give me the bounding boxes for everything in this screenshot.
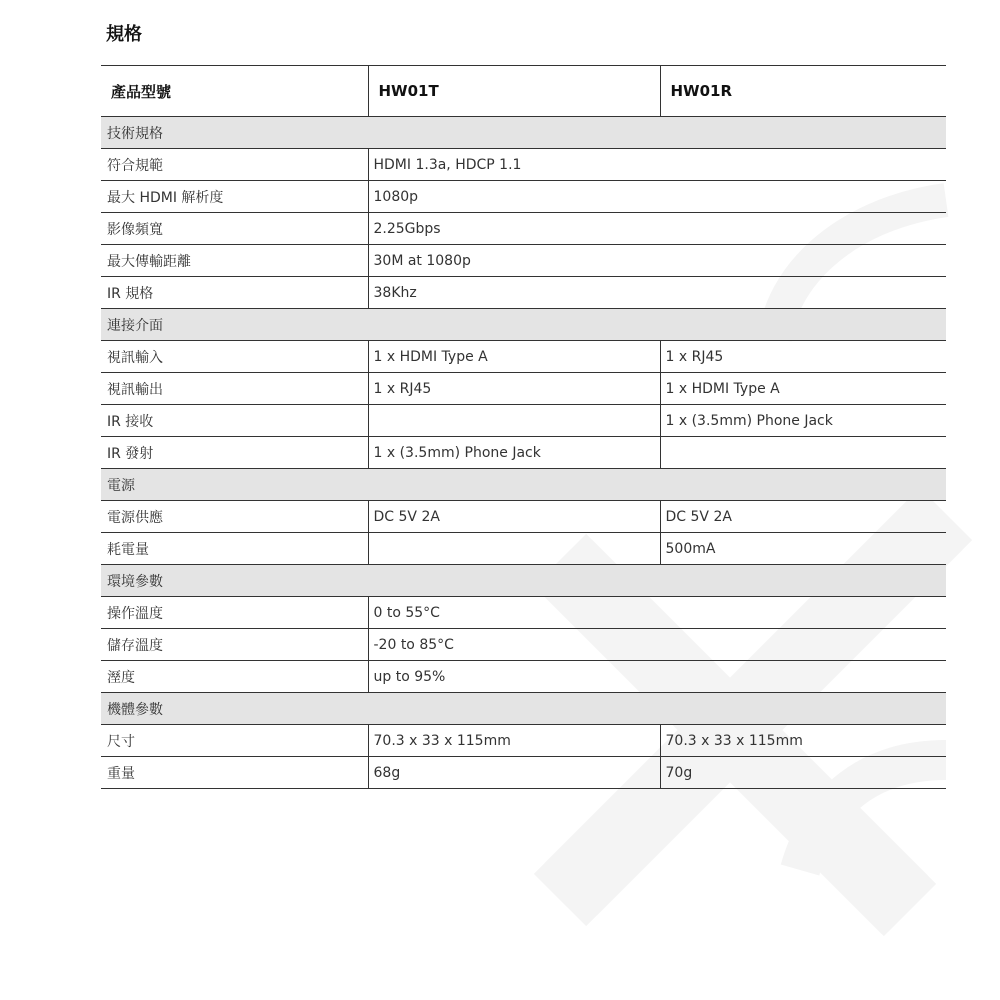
group-row bbox=[101, 469, 946, 501]
table-row bbox=[101, 405, 946, 437]
spec-label: 最大傳輸距離 bbox=[101, 245, 368, 277]
spec-value-hw01r: 70g bbox=[660, 757, 946, 789]
header-hw01t: HW01T bbox=[368, 66, 660, 117]
header-model-label: 產品型號 bbox=[101, 66, 368, 117]
spec-label: 最大 HDMI 解析度 bbox=[101, 181, 368, 213]
spec-value-hw01r: 1 x (3.5mm) Phone Jack bbox=[660, 405, 946, 437]
spec-label: 溼度 bbox=[101, 661, 368, 693]
spec-value-hw01t: 1 x HDMI Type A bbox=[368, 341, 660, 373]
group-heading: 技術規格 bbox=[101, 117, 946, 149]
table-row bbox=[101, 213, 946, 245]
group-row bbox=[101, 117, 946, 149]
spec-value-hw01r: DC 5V 2A bbox=[660, 501, 946, 533]
spec-label: 儲存溫度 bbox=[101, 629, 368, 661]
spec-value-hw01t bbox=[368, 533, 660, 565]
table-row bbox=[101, 597, 946, 629]
spec-value-hw01r: 1 x RJ45 bbox=[660, 341, 946, 373]
table-row bbox=[101, 149, 946, 181]
spec-value-hw01t: 1 x (3.5mm) Phone Jack bbox=[368, 437, 660, 469]
spec-label: 符合規範 bbox=[101, 149, 368, 181]
group-heading: 電源 bbox=[101, 469, 946, 501]
spec-table-body bbox=[101, 117, 946, 789]
table-row bbox=[101, 437, 946, 469]
table-row bbox=[101, 245, 946, 277]
group-row bbox=[101, 693, 946, 725]
table-row bbox=[101, 629, 946, 661]
table-row bbox=[101, 661, 946, 693]
spec-value-hw01r: 500mA bbox=[660, 533, 946, 565]
group-heading: 環境參數 bbox=[101, 565, 946, 597]
spec-value-hw01t: DC 5V 2A bbox=[368, 501, 660, 533]
spec-value-hw01t bbox=[368, 405, 660, 437]
table-row bbox=[101, 533, 946, 565]
table-row bbox=[101, 341, 946, 373]
spec-value-shared: -20 to 85°C bbox=[368, 629, 946, 661]
spec-value-shared: 38Khz bbox=[368, 277, 946, 309]
spec-label: IR 接收 bbox=[101, 405, 368, 437]
table-row bbox=[101, 181, 946, 213]
spec-value-shared: HDMI 1.3a, HDCP 1.1 bbox=[368, 149, 946, 181]
group-row bbox=[101, 565, 946, 597]
table-row bbox=[101, 373, 946, 405]
spec-table bbox=[101, 65, 946, 789]
table-row bbox=[101, 501, 946, 533]
spec-value-hw01t: 1 x RJ45 bbox=[368, 373, 660, 405]
group-heading: 機體參數 bbox=[101, 693, 946, 725]
table-row bbox=[101, 725, 946, 757]
header-hw01r: HW01R bbox=[660, 66, 946, 117]
spec-value-shared: 30M at 1080p bbox=[368, 245, 946, 277]
spec-value-shared: 1080p bbox=[368, 181, 946, 213]
spec-value-hw01t: 70.3 x 33 x 115mm bbox=[368, 725, 660, 757]
spec-label: 電源供應 bbox=[101, 501, 368, 533]
spec-value-shared: 2.25Gbps bbox=[368, 213, 946, 245]
spec-value-hw01r: 70.3 x 33 x 115mm bbox=[660, 725, 946, 757]
spec-label: 視訊輸出 bbox=[101, 373, 368, 405]
page-title: 規格 bbox=[106, 24, 142, 45]
spec-label: 尺寸 bbox=[101, 725, 368, 757]
spec-label: 操作溫度 bbox=[101, 597, 368, 629]
spec-label: IR 發射 bbox=[101, 437, 368, 469]
spec-value-shared: 0 to 55°C bbox=[368, 597, 946, 629]
spec-label: 影像頻寬 bbox=[101, 213, 368, 245]
spec-label: 重量 bbox=[101, 757, 368, 789]
spec-label: IR 規格 bbox=[101, 277, 368, 309]
spec-label: 視訊輸入 bbox=[101, 341, 368, 373]
spec-value-hw01t: 68g bbox=[368, 757, 660, 789]
group-row bbox=[101, 309, 946, 341]
group-heading: 連接介面 bbox=[101, 309, 946, 341]
table-header-row bbox=[101, 66, 946, 117]
spec-label: 耗電量 bbox=[101, 533, 368, 565]
spec-value-shared: up to 95% bbox=[368, 661, 946, 693]
table-row bbox=[101, 277, 946, 309]
spec-value-hw01r: 1 x HDMI Type A bbox=[660, 373, 946, 405]
spec-value-hw01r bbox=[660, 437, 946, 469]
table-row bbox=[101, 757, 946, 789]
